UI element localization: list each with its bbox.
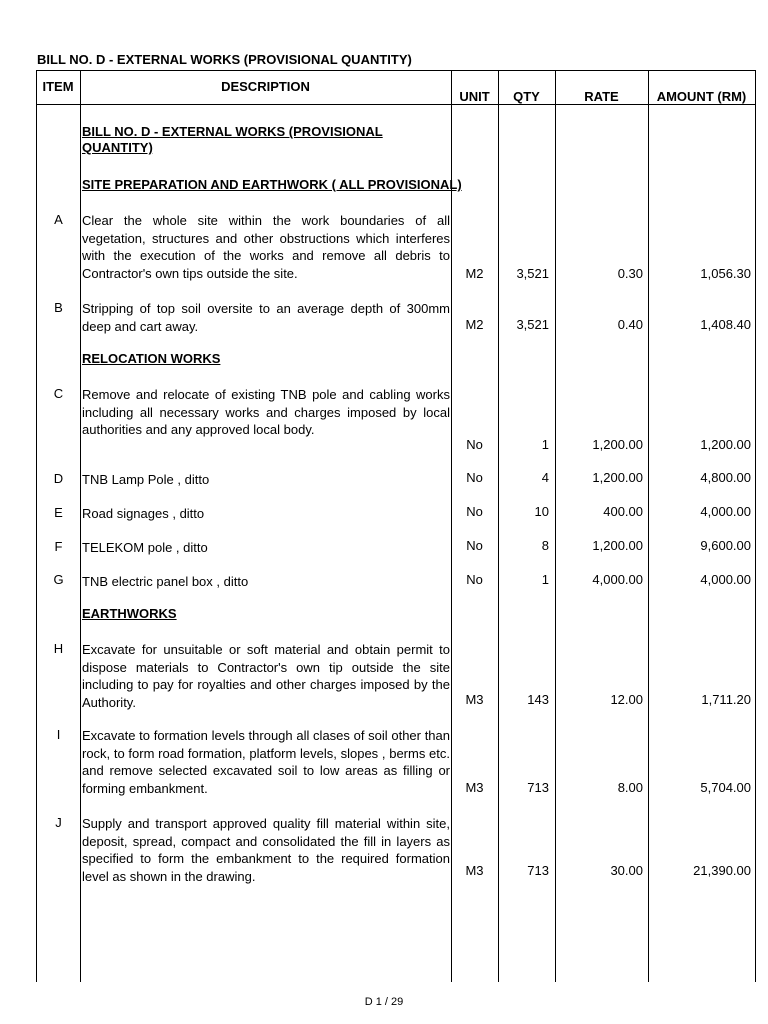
item-code: F [54,539,63,554]
item-unit: No [466,572,483,587]
page-number: D 1 / 29 [364,996,404,1008]
section-site-preparation: SITE PREPARATION AND EARTHWORK ( ALL PROVISIONAL) [82,177,462,192]
item-qty: 713 [527,780,549,795]
item-amount: 5,704.00 [700,780,751,795]
header-rate: RATE [584,89,619,104]
item-rate: 1,200.00 [592,470,643,485]
item-code: H [53,641,64,656]
item-rate: 4,000.00 [592,572,643,587]
item-amount: 4,000.00 [700,572,751,587]
item-amount: 4,000.00 [700,504,751,519]
item-unit: M3 [465,780,484,795]
item-unit: M2 [465,266,484,281]
item-qty: 4 [541,470,549,485]
item-rate: 30.00 [610,863,643,878]
item-rate: 8.00 [617,780,643,795]
item-unit: No [466,437,483,452]
col-border-unit [498,70,499,982]
col-border-description [451,70,452,982]
item-description: Stripping of top soil oversite to an average depth of 300mm deep and cart away. [82,301,450,334]
item-description: Excavate for unsuitable or soft material and obtain permit to dispose materials to Contractor's own tip outside the site including to pay for royalties and other charges imposed by the Authority. [82,642,450,710]
item-description: TNB Lamp Pole , ditto [82,472,210,487]
item-rate: 0.30 [617,266,643,281]
item-unit: No [466,538,483,553]
item-qty: 3,521 [516,317,549,332]
item-amount: 9,600.00 [700,538,751,553]
item-description: TELEKOM pole , ditto [82,540,208,555]
item-description: Excavate to formation levels through all clases of soil other than rock, to form road formation, platform levels, slopes , berms etc. and remove selected excavated soil to low areas as filling or forming embankment. [82,728,450,796]
item-code: E [54,505,63,520]
header-unit: UNIT [459,89,490,104]
item-qty: 143 [527,692,549,707]
item-rate: 12.00 [610,692,643,707]
item-amount: 21,390.00 [693,863,751,878]
item-rate: 0.40 [617,317,643,332]
header-qty: QTY [513,89,540,104]
item-qty: 10 [534,504,549,519]
section-relocation: RELOCATION WORKS [82,351,221,366]
col-border-right [755,70,756,982]
item-amount: 1,056.30 [700,266,751,281]
item-qty: 713 [527,863,549,878]
item-amount: 1,408.40 [700,317,751,332]
item-qty: 1 [541,437,549,452]
item-code: D [53,471,64,486]
col-border-item [80,70,81,982]
item-rate: 1,200.00 [592,437,643,452]
item-rate: 400.00 [603,504,643,519]
item-unit: M3 [465,692,484,707]
item-unit: M3 [465,863,484,878]
item-qty: 8 [541,538,549,553]
item-code: A [54,212,63,227]
item-code: G [53,572,64,587]
section-earthworks: EARTHWORKS [82,606,177,621]
item-amount: 1,711.20 [701,692,751,707]
item-qty: 1 [541,572,549,587]
item-amount: 4,800.00 [700,470,751,485]
item-description: Remove and relocate of existing TNB pole and cabling works including all necessary works and charges imposed by local authorities and any approved local body. [82,387,450,437]
col-border-left [36,70,37,982]
item-description: Clear the whole site within the work boundaries of all vegetation, structures and other obstructions which interferes with the execution of the works and remove all debris to Contractor's own tips outside the site. [82,213,450,281]
item-code: I [56,727,61,742]
item-description: TNB electric panel box , ditto [82,574,249,589]
header-amount: AMOUNT (RM) [656,89,747,104]
item-unit: M2 [465,317,484,332]
item-code: J [55,815,62,830]
bill-heading: BILL NO. D - EXTERNAL WORKS (PROVISIONAL QUANTITY) [82,124,383,155]
item-unit: No [466,504,483,519]
document-title: BILL NO. D - EXTERNAL WORKS (PROVISIONAL QUANTITY) [37,52,412,67]
header-item: ITEM [42,79,74,94]
item-description: Supply and transport approved quality fill material within site, deposit, spread, compact and consolidated the fill in layers as specified to form the embankment to the required formation level as shown in the drawing. [82,816,450,884]
item-unit: No [466,470,483,485]
header-description: DESCRIPTION [221,79,310,94]
item-qty: 3,521 [516,266,549,281]
col-border-rate [648,70,649,982]
item-amount: 1,200.00 [700,437,751,452]
item-description: Road signages , ditto [82,506,205,521]
col-border-qty [555,70,556,982]
item-code: B [54,300,63,315]
item-rate: 1,200.00 [592,538,643,553]
item-code: C [53,386,64,401]
